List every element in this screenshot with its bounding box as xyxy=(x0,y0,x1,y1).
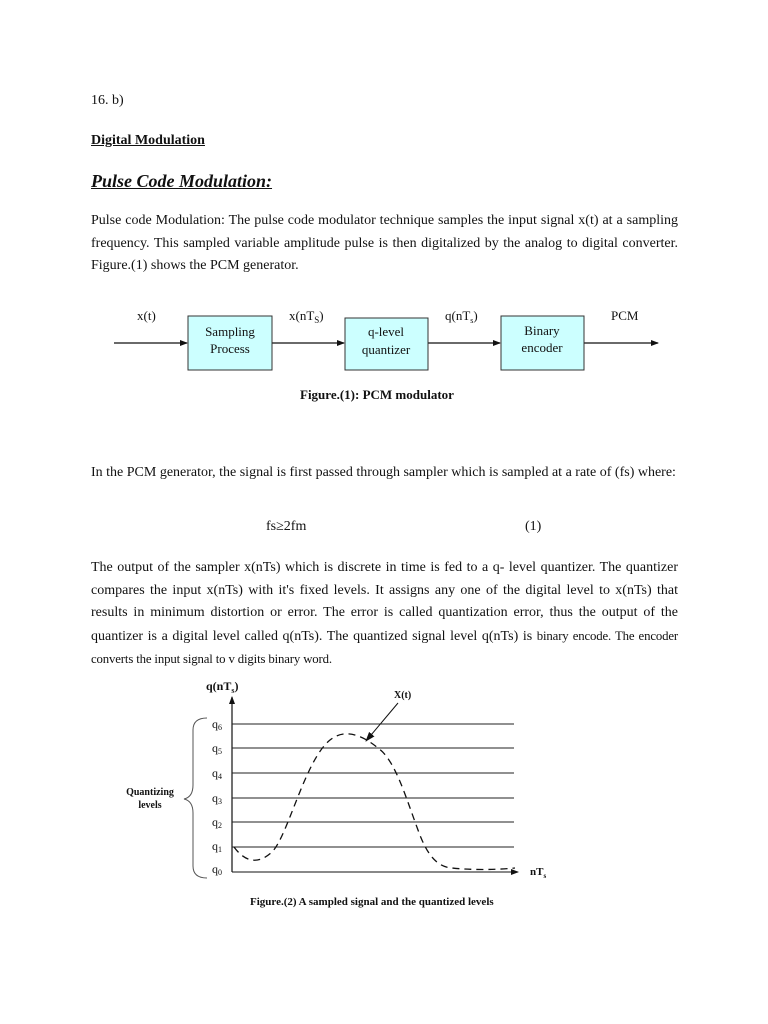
quantizer-paragraph-tail: binary encode. The encoder converts the input signal to v digits binary word. xyxy=(91,628,679,666)
sampled-signal-curve xyxy=(234,734,515,870)
output-signal-label: PCM xyxy=(611,308,639,323)
level-label-q1: q1 xyxy=(212,839,222,854)
page-heading: Pulse Code Modulation: xyxy=(91,171,273,191)
level-label-q2: q2 xyxy=(212,815,222,830)
block2-line2: quantizer xyxy=(361,342,411,357)
input-signal-label: x(t) xyxy=(137,308,156,323)
intro-paragraph: Pulse code Modulation: The pulse code modulator technique samples the input signal x(t) at a sampling frequency. This sampled variable amplitude pulse is then digitalized by the analog to digital converter. Figure.(1) shows the PCM generator. xyxy=(91,213,678,273)
brace-label-line2: levels xyxy=(138,800,162,811)
level-label-q3: q3 xyxy=(212,791,222,806)
x-axis-label: $nT_s$ xyxy=(530,866,547,880)
sampling-equation: fs≥2fm xyxy=(266,519,307,534)
generator-paragraph: In the PCM generator, the signal is first passed through sampler which is sampled at a rate of (fs) where: xyxy=(91,465,676,480)
level-label-q5: q5 xyxy=(212,741,222,756)
brace-label-line1: Quantizing xyxy=(126,787,174,798)
equation-number: (1) xyxy=(525,519,542,534)
block1-line1: Sampling xyxy=(205,324,255,339)
signal-label: X(t) xyxy=(394,690,412,701)
block2-line1: q-level xyxy=(367,324,405,339)
quantizer-paragraph-main: The output of the sampler x(nTs) which is discrete in time is fed to a q- level quantizer. The quantizer compares the input x(nTs) with it's fixed levels. It assigns any one of the digital level to x(nTs) that results in minimum distortion or error. The error is called quantization error, thus the output of the quantizer is a digital level called q(nTs). The quantized signal level q(nTs) is xyxy=(91,560,678,644)
sampled-signal-label: $x(nT_S)$ xyxy=(289,308,324,325)
level-label-q4: q4 xyxy=(212,766,222,781)
level-label-q6: q6 xyxy=(212,717,222,732)
section-title: Digital Modulation xyxy=(91,133,205,148)
block3-line2: encoder xyxy=(521,340,563,355)
figure1-caption: Figure.(1): PCM modulator xyxy=(300,387,454,402)
question-number: 16. b) xyxy=(91,93,124,108)
y-axis-label: $q(nT_s)$ xyxy=(206,679,239,695)
quantized-signal-label: $q(nT_s)$ xyxy=(445,308,478,325)
signal-pointer-arrow xyxy=(366,703,398,741)
level-label-q0: q0 xyxy=(212,862,222,877)
quantizing-levels-brace xyxy=(184,718,207,878)
figure2-caption: Figure.(2) A sampled signal and the quantized levels xyxy=(250,896,494,908)
block1-line2: Process xyxy=(210,341,250,356)
block3-line1: Binary xyxy=(524,323,560,338)
